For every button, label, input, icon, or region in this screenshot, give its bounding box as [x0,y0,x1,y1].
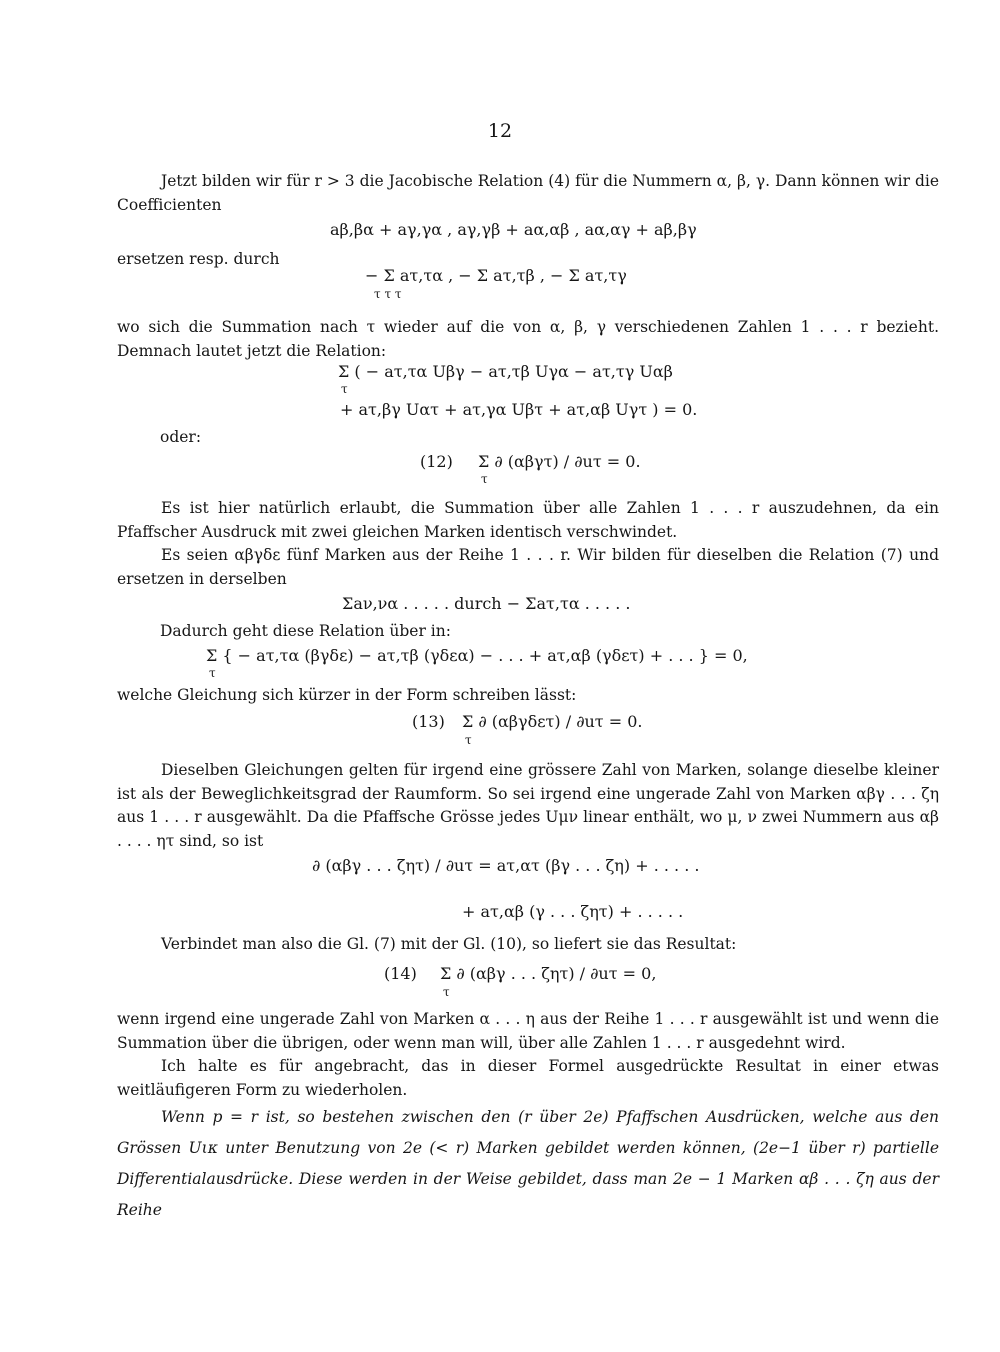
formula-relation-7: Σ { − aτ,τα (βγδε) − aτ,τβ (γδεα) − . . . + aτ,αβ (γδετ) + . . . } = 0, [206,646,748,665]
paragraph-13-theorem: Wenn p = r ist, so bestehen zwischen den (r über 2e) Pfaffschen Ausdrücken, welche aus den Grössen Uικ unter Benutzung von 2e (< r) Marken gebildet werden können, (2e−1 über r) partielle Differentialausdrücke. Diese werden in der Weise gebildet, dass man 2e − 1 Marken αβ . . . ζη aus der Reihe [117,1108,939,1219]
equation-14-sum-index: τ [443,985,450,999]
equation-14: Σ ∂ (αβγ . . . ζητ) / ∂uτ = 0, [440,964,657,983]
paragraph-12: Ich halte es für angebracht, das in dieser Formel ausgedrückte Resultat in einer etwas weitläufigeren Form zu wiederholen. [117,1057,939,1099]
formula-relation-7-sum-index: τ [209,666,216,680]
paragraph-3: wo sich die Summation nach τ wieder auf die von α, β, γ verschiedenen Zahlen 1 . . . r bezieht. Demnach lautet jetzt die Relation: [117,318,939,360]
equation-14-label: (14) [384,964,417,983]
paragraph-4: oder: [160,428,202,446]
paragraph-1: Jetzt bilden wir für r > 3 die Jacobische Relation (4) für die Nummern α, β, γ. Dann können wir die Coefficienten [117,172,939,214]
paragraph-9: Dieselben Gleichungen gelten für irgend eine grössere Zahl von Marken, solange dieselbe kleiner ist als der Beweglichkeitsgrad der Raumform. So sei irgend eine ungerade Zahl von Marken αβγ . . . ζη aus 1 . . . r ausgewählt. Da die Pfaffsche Grösse jedes Uμν linear enthält, wo μ, ν zwei Nummern aus αβ . . . . ητ sind, so ist [117,761,939,850]
paragraph-7: Dadurch geht diese Relation über in: [160,622,451,640]
paragraph-11: wenn irgend eine ungerade Zahl von Marken α . . . η aus der Reihe 1 . . . r ausgewählt ist und wenn die Summation über die übrigen, oder wenn man will, über alle Zahlen 1 . . . r ausgedehnt wird. [117,1010,939,1052]
equation-12-label: (12) [420,452,453,471]
formula-derivative-expansion: ∂ (αβγ . . . ζητ) / ∂uτ = aτ,ατ (βγ . . . ζη) + . . . . . [312,856,700,875]
equation-13-label: (13) [412,712,445,731]
formula-substitution: Σaν,να . . . . . durch − Σaτ,τα . . . . . [342,594,631,613]
paragraph-6: Es seien αβγδε fünf Marken aus der Reihe 1 . . . r. Wir bilden für dieselben die Relation (7) und ersetzen in derselben [117,546,939,588]
formula-relation-sum-index: τ [341,382,348,396]
paragraph-10: Verbindet man also die Gl. (7) mit der Gl. (10), so liefert sie das Resultat: [161,935,737,953]
formula-coefficients: aβ,βα + aγ,γα , aγ,γβ + aα,αβ , aα,αγ + aβ,βγ [330,220,697,239]
formula-relation-line2: + aτ,βγ Uατ + aτ,γα Uβτ + aτ,αβ Uγτ ) = 0. [340,400,698,419]
formula-replacements-subscripts: τ τ τ [374,287,402,301]
paragraph-2: ersetzen resp. durch [117,250,280,268]
formula-replacements: − Σ aτ,τα , − Σ aτ,τβ , − Σ aτ,τγ [365,266,627,285]
paragraph-8: welche Gleichung sich kürzer in der Form schreiben lässt: [117,686,577,704]
equation-13: Σ ∂ (αβγδετ) / ∂uτ = 0. [462,712,643,731]
formula-derivative-expansion-cont: + aτ,αβ (γ . . . ζητ) + . . . . . [462,902,684,921]
equation-13-sum-index: τ [465,733,472,747]
equation-12: Σ ∂ (αβγτ) / ∂uτ = 0. [478,452,641,471]
formula-relation-line1: Σ ( − aτ,τα Uβγ − aτ,τβ Uγα − aτ,τγ Uαβ [338,362,673,381]
equation-12-sum-index: τ [481,472,488,486]
paragraph-5: Es ist hier natürlich erlaubt, die Summation über alle Zahlen 1 . . . r auszudehnen, da ein Pfaffscher Ausdruck mit zwei gleichen Marken identisch verschwindet. [117,499,939,541]
page-number: 12 [487,120,513,142]
